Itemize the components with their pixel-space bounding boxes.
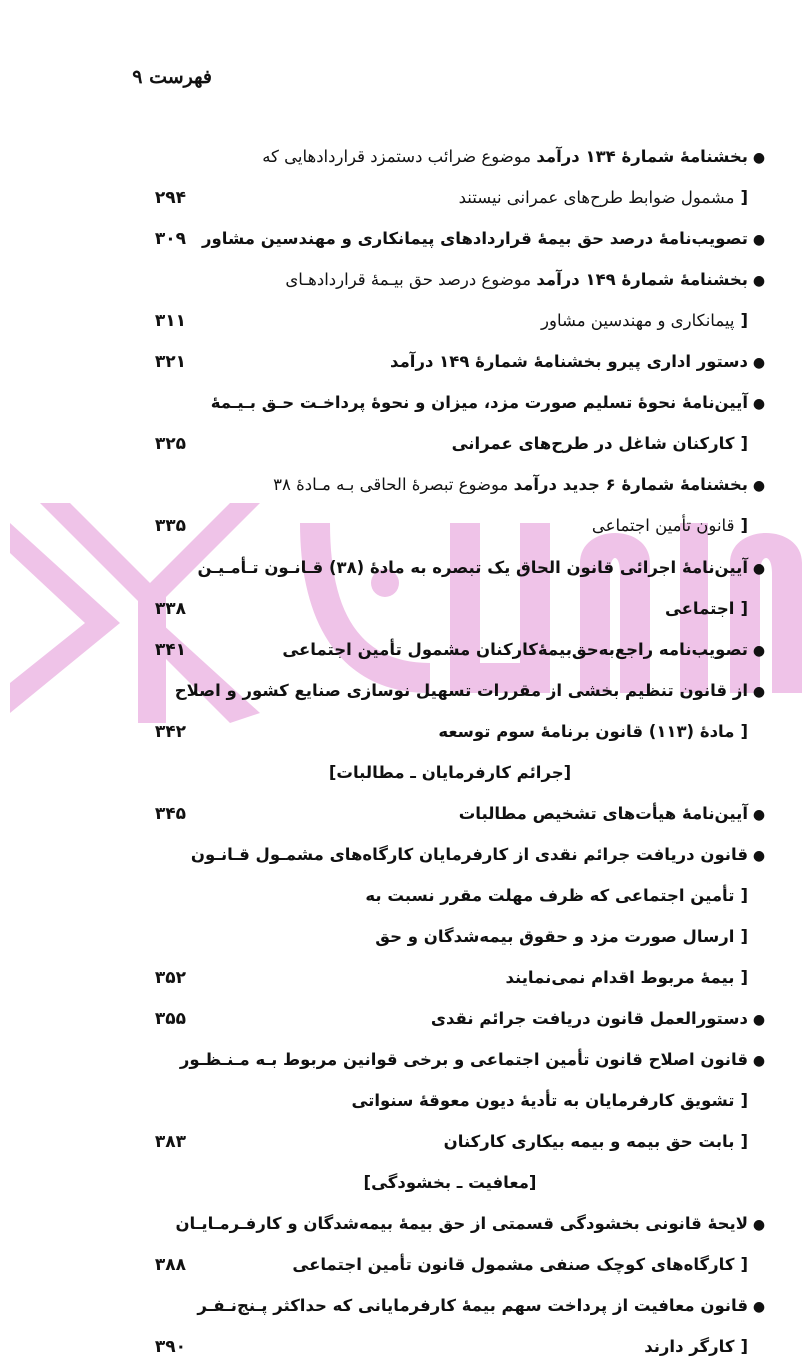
continuation-bracket: [	[740, 722, 748, 741]
toc-page-number: ۳۵۵	[154, 1009, 186, 1029]
toc-entry-title	[211, 393, 748, 412]
toc-entry-title	[285, 270, 748, 289]
toc-entry	[130, 1327, 770, 1367]
toc-entry-title	[505, 968, 734, 987]
bullet-icon: ●	[752, 1053, 766, 1069]
toc-entry-title	[175, 681, 748, 700]
toc-entry	[130, 465, 770, 505]
continuation-bracket: [	[740, 516, 748, 535]
toc-entry	[130, 835, 770, 875]
toc-entry-bold-text: دستورالعمل قانون دریافت جرائم نقدی	[430, 1009, 748, 1028]
toc-entry-bold-text: لایحهٔ قانونی بخشودگی قسمتی از حق بیمهٔ بیمه‌شدگان و کارفـرمـایـان	[175, 1214, 748, 1233]
toc-entry-title	[452, 434, 735, 453]
toc-entry	[130, 342, 770, 382]
toc-page-number: ۳۴۱	[154, 640, 186, 660]
toc-entry	[130, 958, 770, 998]
toc-entry	[130, 1122, 770, 1162]
continuation-bracket: [	[740, 311, 748, 330]
toc-entry	[130, 301, 770, 341]
toc-entry-title	[191, 845, 748, 864]
toc-entry	[130, 712, 770, 752]
toc-entry	[130, 548, 770, 588]
toc-entry-bold-text: قانون دریافت جرائم نقدی از کارفرمایان کارگاه‌های مشمـول قـانـون	[190, 845, 748, 864]
toc-page-number: ۳۳۸	[154, 599, 186, 619]
bullet-icon: ●	[752, 643, 766, 659]
toc-page-number: ۳۲۵	[154, 434, 186, 454]
bullet-icon: ●	[752, 273, 766, 289]
toc-entry-bold-text: بخشنامهٔ شمارهٔ ۱۳۴ درآمد	[536, 147, 748, 166]
toc-entry	[130, 794, 770, 834]
toc-entry-bold-text: بخشنامهٔ شمارهٔ ۶ جدید درآمد	[513, 475, 748, 494]
toc-entry-bold-text: کارکنان شاغل در طرح‌های عمرانی	[451, 434, 735, 453]
toc-entry-bold-text: کارگر دارند	[644, 1337, 735, 1356]
toc-entry	[130, 219, 770, 259]
toc-entry-bold-text: تصویب‌نامهٔ درصد حق بیمهٔ قراردادهای پیمانکاری و مهندسین مشاور	[202, 229, 748, 248]
page-header: فهرست ۹	[132, 66, 212, 88]
toc-entry	[130, 260, 770, 300]
toc-entry-title	[644, 1337, 734, 1356]
bullet-icon: ●	[752, 561, 766, 577]
toc-page-number: ۳۸۸	[154, 1255, 186, 1275]
continuation-bracket: [	[740, 1255, 748, 1274]
toc-page-number: ۲۹۴	[154, 188, 186, 208]
section-heading: [جرائم کارفرمایان ـ مطالبات]	[328, 763, 572, 782]
toc-entry-bold-text: دستور اداری پیرو بخشنامهٔ شمارهٔ ۱۴۹ درآمد	[390, 352, 748, 371]
bullet-icon: ●	[752, 807, 766, 823]
toc-page-number: ۳۰۹	[154, 229, 186, 249]
toc-page-number: ۳۱۱	[154, 311, 186, 331]
toc-entry-bold-text: تصویب‌نامه راجع‌به‌حق‌بیمهٔ‌کارکنان مشمول تأمین اجتماعی	[282, 640, 748, 659]
bullet-icon: ●	[752, 1299, 766, 1315]
toc-entry-bold-text: اجتماعی	[664, 599, 735, 618]
toc-entry-bold-text: آیین‌نامهٔ نحوهٔ تسلیم صورت مزد، میزان و نحوهٔ پرداخـت حـق بـیـمهٔ	[210, 393, 748, 412]
toc-entry-bold-text: بابت حق بیمه و بیمه بیکاری کارکنان	[443, 1132, 735, 1151]
toc-entry-title	[431, 1009, 748, 1028]
toc-entry-regular-text: مشمول ضوابط طرح‌های عمرانی نیستند	[458, 188, 735, 207]
toc-page-number: ۳۳۵	[154, 516, 186, 536]
toc-entry	[130, 424, 770, 464]
toc-entry-title	[541, 311, 734, 330]
bullet-icon: ●	[752, 848, 766, 864]
toc-page-number: ۳۲۱	[154, 352, 186, 372]
toc-entry-bold-text: مادهٔ (۱۱۳) قانون برنامهٔ سوم توسعه	[438, 722, 735, 741]
toc-entry-title	[592, 516, 735, 535]
toc-entry-regular-text: موضوع تبصرهٔ الحاقی بـه مـادهٔ ۳۸	[273, 475, 509, 494]
toc-entry-title	[202, 229, 748, 248]
bullet-icon: ●	[752, 1217, 766, 1233]
toc-entry-bold-text: تأمین اجتماعی که ظرف مهلت مقرر نسبت به	[365, 886, 735, 905]
toc-entry	[130, 630, 770, 670]
toc-entry-title	[459, 188, 735, 207]
toc-entry-bold-text: بیمهٔ مربوط اقدام نمی‌نمایند	[505, 968, 735, 987]
toc-entry	[130, 383, 770, 423]
toc-entry-title	[262, 147, 748, 166]
toc-entry-title	[292, 1255, 734, 1274]
bullet-icon: ●	[752, 396, 766, 412]
toc-entry-bold-text: از قانون تنظیم بخشی از مقررات تسهیل نوسازی صنایع کشور و اصلاح	[174, 681, 748, 700]
toc-page-number: ۳۴۵	[154, 804, 186, 824]
toc-entry	[130, 1245, 770, 1285]
toc-entry	[130, 1081, 770, 1121]
toc-entry	[130, 1040, 770, 1080]
toc-entry-title	[282, 640, 748, 659]
continuation-bracket: [	[740, 927, 748, 946]
continuation-bracket: [	[740, 599, 748, 618]
toc-page-number: ۳۸۳	[154, 1132, 186, 1152]
continuation-bracket: [	[740, 886, 748, 905]
toc-entry-title	[351, 1091, 734, 1110]
toc-entry-title	[197, 558, 748, 577]
toc-entry	[130, 1286, 770, 1326]
toc-entry	[130, 876, 770, 916]
continuation-bracket: [	[740, 1091, 748, 1110]
bullet-icon: ●	[752, 150, 766, 166]
bullet-icon: ●	[752, 232, 766, 248]
toc-entry-title	[365, 886, 734, 905]
bullet-icon: ●	[752, 1012, 766, 1028]
toc-page-number: ۳۵۲	[154, 968, 186, 988]
toc-entry	[130, 506, 770, 546]
toc-entry-title	[175, 1214, 748, 1233]
toc-entry-bold-text: ارسال صورت مزد و حقوق بیمه‌شدگان و حق	[375, 927, 735, 946]
toc-entry	[130, 137, 770, 177]
toc-entry-bold-text: کارگاه‌های کوچک صنفی مشمول قانون تأمین اجتماعی	[292, 1255, 735, 1274]
toc-entry	[130, 917, 770, 957]
toc-entry-title	[273, 475, 748, 494]
bullet-icon: ●	[752, 478, 766, 494]
toc-entry-bold-text: قانون معافیت از پرداخت سهم بیمهٔ کارفرمایانی که حداکثر پـنج‌نـفـر	[197, 1296, 748, 1315]
toc-entry-title	[438, 722, 734, 741]
toc-entry-regular-text: موضوع درصد حق بیـمهٔ قراردادهـای	[285, 270, 532, 289]
continuation-bracket: [	[740, 188, 748, 207]
toc-entry-bold-text: قانون اصلاح قانون تأمین اجتماعی و برخی قوانین مربوط بـه مـنـظـور	[179, 1050, 748, 1069]
toc-entry-title	[444, 1132, 735, 1151]
toc-page-number: ۳۹۰	[154, 1337, 186, 1357]
toc-entry-bold-text: آیین‌نامهٔ اجرائی قانون الحاق یک تبصره به مادهٔ (۳۸) قـانـون تـأمـیـن	[197, 558, 748, 577]
toc-entry	[130, 178, 770, 218]
toc-entry-title	[375, 927, 734, 946]
bullet-icon: ●	[752, 684, 766, 700]
continuation-bracket: [	[740, 968, 748, 987]
toc-entry-regular-text: موضوع ضرائب دستمزد قراردادهایی که	[262, 147, 532, 166]
toc-entry-title	[665, 599, 735, 618]
toc-entry-bold-text: بخشنامهٔ شمارهٔ ۱۴۹ درآمد	[536, 270, 748, 289]
toc-entry-title	[459, 804, 748, 823]
toc-entry	[130, 589, 770, 629]
toc-entry	[130, 999, 770, 1039]
toc-entry-title	[197, 1296, 748, 1315]
continuation-bracket: [	[740, 434, 748, 453]
toc-entry	[130, 671, 770, 711]
toc-entry-bold-text: آیین‌نامهٔ هیأت‌های تشخیص مطالبات	[458, 804, 748, 823]
continuation-bracket: [	[740, 1337, 748, 1356]
section-heading: [معافیت ـ بخشودگی]	[363, 1173, 537, 1192]
toc-entry	[130, 1204, 770, 1244]
toc-page-number: ۳۴۲	[154, 722, 186, 742]
toc-entry-regular-text: قانون تأمین اجتماعی	[591, 516, 735, 535]
bullet-icon: ●	[752, 355, 766, 371]
continuation-bracket: [	[740, 1132, 748, 1151]
toc-entry-title	[390, 352, 748, 371]
toc-entry-regular-text: پیمانکاری و مهندسین مشاور	[541, 311, 735, 330]
toc-entry-title	[180, 1050, 748, 1069]
toc-entry-bold-text: تشویق کارفرمایان به تأدیهٔ دیون معوقهٔ سنواتی	[351, 1091, 735, 1110]
